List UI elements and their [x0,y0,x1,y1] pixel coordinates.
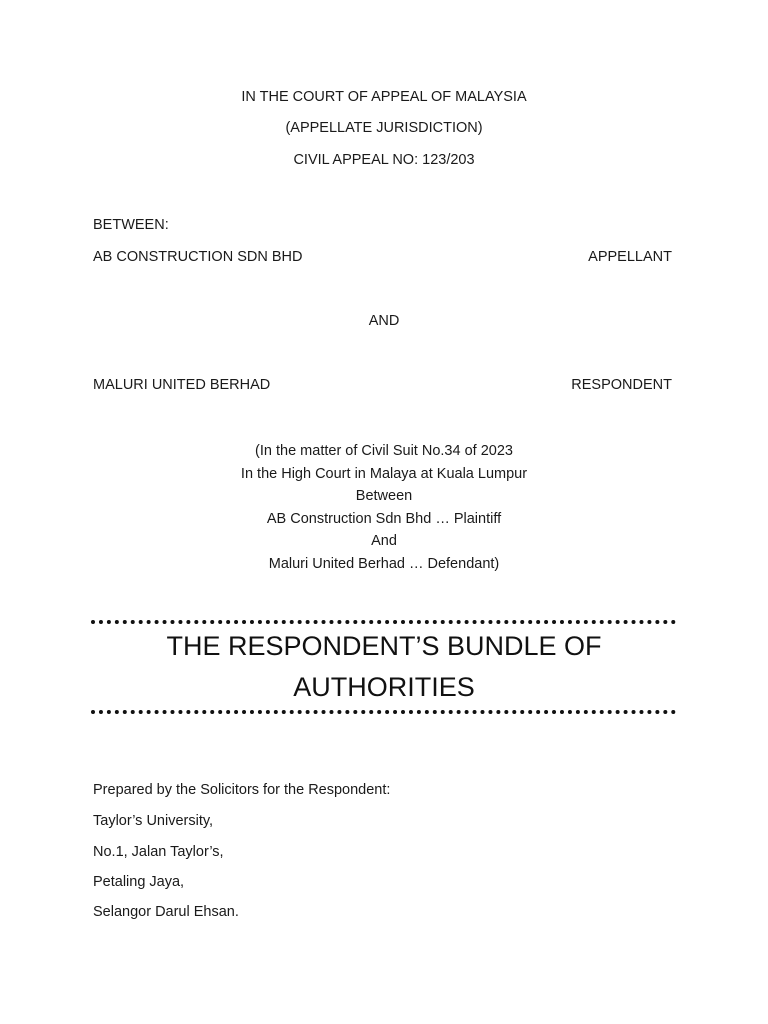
address-line-1: Taylor’s University, [93,813,214,829]
document-title [0,626,768,708]
matter-line-3: Between [355,488,413,504]
court-heading: IN THE COURT OF APPEAL OF MALAYSIA [241,89,527,105]
respondent-role: RESPONDENT [571,377,672,393]
prepared-by-line: Prepared by the Solicitors for the Respondent: [93,782,391,798]
appellant-name: AB CONSTRUCTION SDN BHD [93,249,303,265]
respondent-name: MALURI UNITED BERHAD [93,377,271,393]
matter-line-4: AB Construction Sdn Bhd … Plaintiff [266,510,502,527]
title-line-2: AUTHORITIES [293,672,475,702]
title-bottom-divider [91,710,676,714]
jurisdiction-heading: (APPELLATE JURISDICTION) [285,120,483,136]
title-top-divider [91,620,676,624]
matter-line-2: In the High Court in Malaya at Kuala Lumpur [240,465,528,482]
title-line-1: THE RESPONDENT’S BUNDLE OF [166,631,602,661]
between-label: BETWEEN: [93,217,169,233]
matter-block [0,440,768,575]
appeal-number: CIVIL APPEAL NO: 123/203 [293,152,475,168]
matter-line-6: Maluri United Berhad … Defendant) [268,555,500,572]
address-line-3: Petaling Jaya, [93,874,185,890]
matter-line-1: (In the matter of Civil Suit No.34 of 2023 [255,443,513,459]
address-line-4: Selangor Darul Ehsan. [93,904,239,920]
address-line-2: No.1, Jalan Taylor’s, [93,844,224,860]
matter-line-5: And [371,533,397,549]
appellant-role: APPELLANT [588,249,672,265]
and-label: AND [368,313,400,329]
